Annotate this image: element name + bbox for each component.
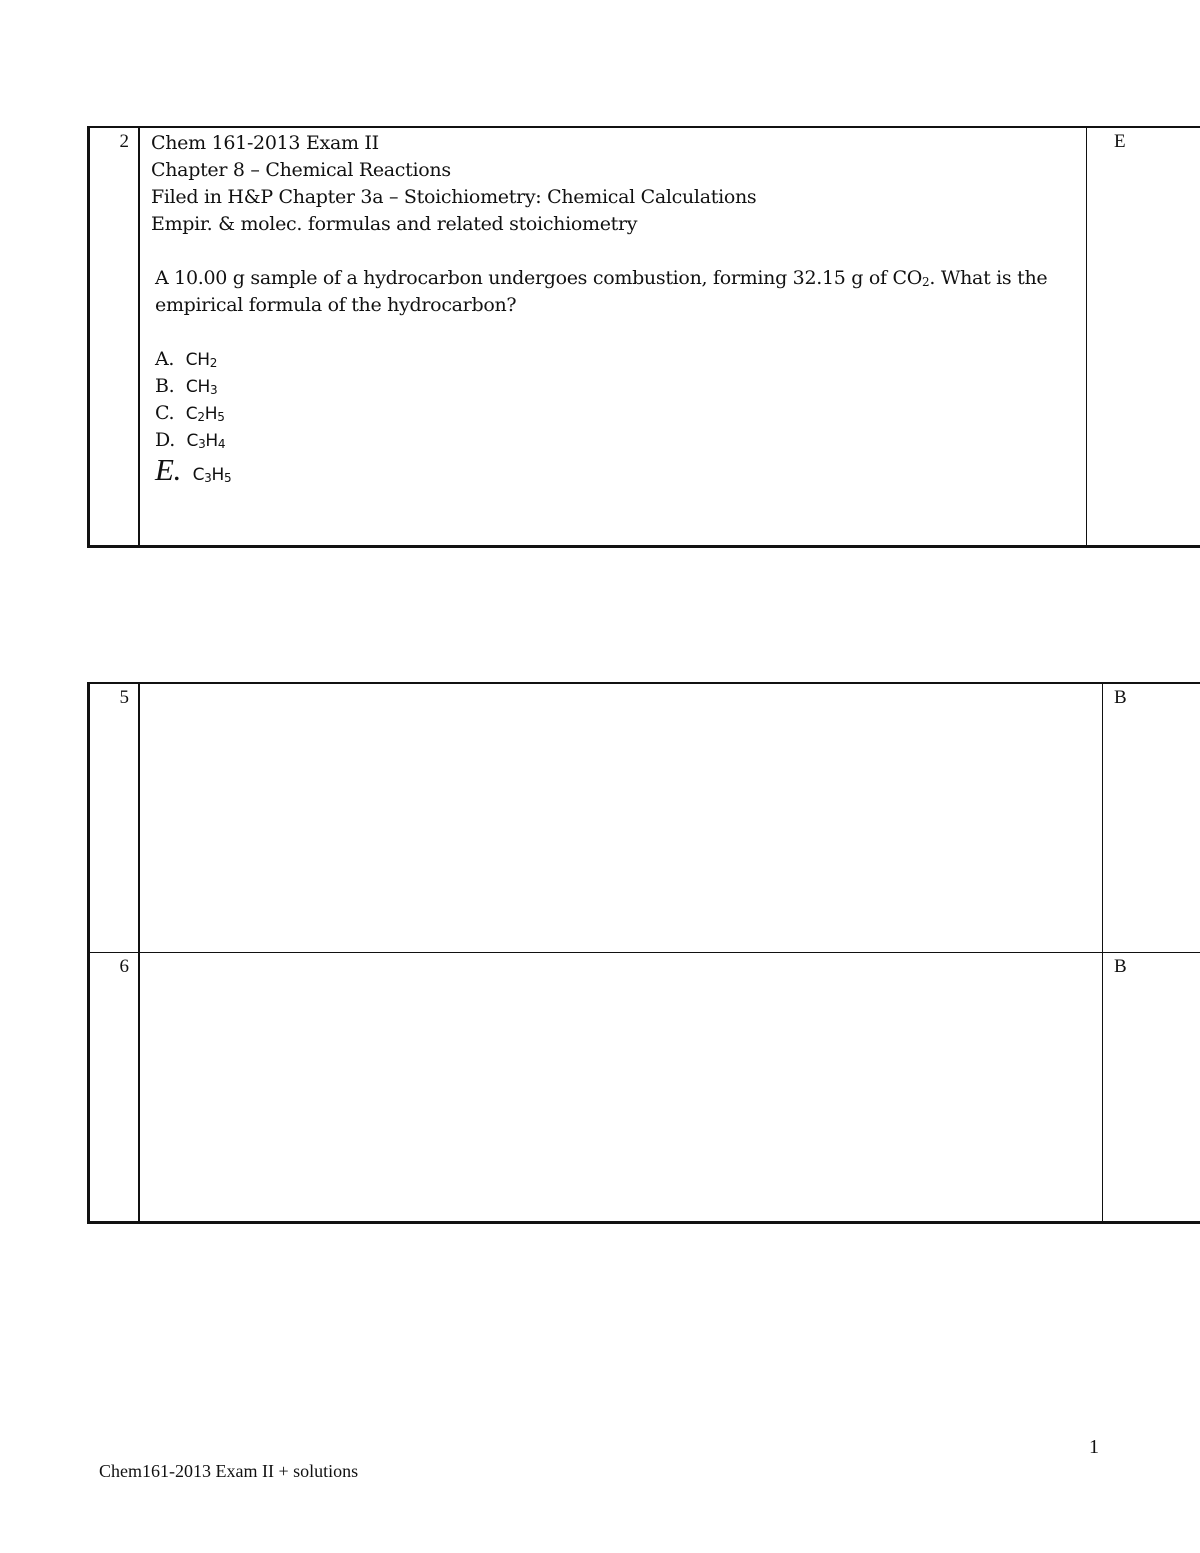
question-number-cell	[89, 683, 140, 953]
option-letter: A.	[155, 348, 175, 370]
question-content-cell	[139, 127, 1087, 547]
question-content-cell	[139, 953, 1103, 1223]
question-number: 6	[119, 956, 129, 977]
option-formula: $CH_2$	[185, 350, 218, 370]
filed-in-line: Filed in H&P Chapter 3a – Stoichiometry: Chemical Calculations	[151, 186, 757, 208]
option-letter: E.	[155, 452, 182, 487]
option-a	[155, 346, 1086, 373]
chapter-line: Chapter 8 – Chemical Reactions	[151, 159, 451, 181]
question-number-cell	[89, 953, 140, 1223]
exam-title: Chem 161-2013 Exam II	[151, 132, 379, 154]
answer-cell	[1103, 953, 1200, 1223]
option-e-correct	[155, 454, 1086, 496]
question-5-row	[89, 683, 1200, 953]
question-6-row	[89, 953, 1200, 1223]
option-formula: $CH_3$	[185, 377, 218, 397]
answer-key: E	[1114, 131, 1126, 152]
questions-5-6-table	[87, 682, 1200, 1224]
question-text-end: . What is the empirical formula of the hydrocarbon?	[155, 267, 1048, 316]
question-subscript: 2	[922, 275, 930, 289]
question-number-cell	[89, 127, 140, 547]
question-text-start: A 10.00 g sample of a hydrocarbon undergoes combustion, forming 32.15 g of CO	[155, 267, 923, 289]
question-number: 2	[119, 131, 129, 152]
option-formula: $C_3H_5$	[192, 465, 232, 485]
option-letter: D.	[155, 429, 175, 451]
option-letter: C.	[155, 402, 175, 424]
topic-line: Empir. & molec. formulas and related stoichiometry	[151, 213, 638, 235]
answer-key: B	[1114, 956, 1127, 977]
answer-cell	[1103, 683, 1200, 953]
question-2-table	[87, 126, 1200, 548]
option-c	[155, 400, 1086, 427]
option-letter: B.	[155, 375, 175, 397]
question-number: 5	[119, 687, 129, 708]
option-d	[155, 427, 1086, 454]
answer-cell	[1087, 127, 1200, 547]
question-text	[155, 265, 1085, 319]
question-content-cell	[139, 683, 1103, 953]
option-formula: $C_3H_4$	[186, 431, 226, 451]
answer-key: B	[1114, 687, 1127, 708]
footer-document-title: Chem161-2013 Exam II + solutions	[99, 1461, 359, 1481]
option-formula: $C_2H_5$	[185, 404, 225, 424]
answer-options	[155, 346, 1086, 496]
option-b	[155, 373, 1086, 400]
page-number: 1	[1089, 1436, 1099, 1458]
question-2-row	[89, 127, 1200, 547]
